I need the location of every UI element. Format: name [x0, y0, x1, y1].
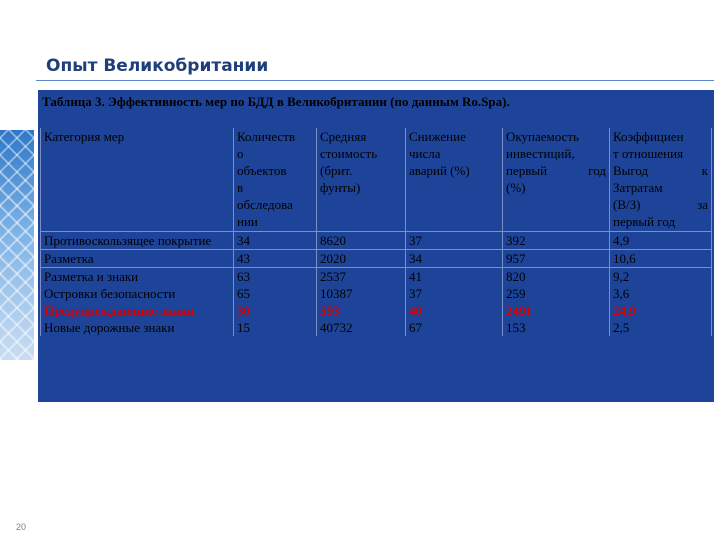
table-cell: 2,5 — [610, 319, 712, 336]
table-caption: Таблица 3. Эффективность мер по БДД в Великобритании (по данным Ro.Spa). — [42, 94, 510, 109]
efficiency-table — [40, 128, 712, 336]
header-line: Количеств — [237, 129, 296, 144]
header-line: нии — [237, 214, 258, 229]
table-row — [41, 285, 712, 302]
table-row — [41, 319, 712, 336]
table-cell: 43 — [234, 250, 317, 268]
header-line: объектов — [237, 163, 287, 178]
table-cell: 37 — [406, 285, 503, 302]
decorative-side-graphic — [0, 130, 34, 360]
table-cell: Разметка — [41, 250, 234, 268]
table-row — [41, 268, 712, 286]
header-line: Окупаемость — [506, 129, 579, 144]
header-line: числа — [409, 146, 441, 161]
table-cell: 40 — [406, 302, 503, 319]
header-line: в — [237, 180, 244, 195]
header-payback — [503, 128, 610, 232]
table-cell: 957 — [503, 250, 610, 268]
table-cell: 3,6 — [610, 285, 712, 302]
table-panel — [38, 90, 714, 402]
title-underline — [36, 80, 714, 81]
table-cell: 820 — [503, 268, 610, 286]
header-average-cost — [317, 128, 406, 232]
header-line: стоимость — [320, 146, 378, 161]
table-cell: 593 — [317, 302, 406, 319]
table-cell: 65 — [234, 285, 317, 302]
table-cell: Предупреждающие знаки — [41, 302, 234, 319]
header-line: Средняя — [320, 129, 367, 144]
table-cell: 9,2 — [610, 268, 712, 286]
table-cell: 10387 — [317, 285, 406, 302]
header-line: фунты) — [320, 180, 361, 195]
header-category — [41, 128, 234, 232]
table-cell: 15 — [234, 319, 317, 336]
table-cell: 63 — [234, 268, 317, 286]
table-cell: Противоскользящее покрытие — [41, 232, 234, 250]
table-cell: 34 — [234, 232, 317, 250]
table-cell: Новые дорожные знаки — [41, 319, 234, 336]
table-row-highlighted — [41, 302, 712, 319]
table-cell: 392 — [503, 232, 610, 250]
table-cell: 259 — [503, 285, 610, 302]
table-cell: Островки безопасности — [41, 285, 234, 302]
header-line: Коэффициен — [613, 129, 684, 144]
header-benefit-cost-ratio — [610, 128, 712, 232]
table-row — [41, 232, 712, 250]
header-line: первый год — [613, 214, 676, 229]
header-line: т отношения — [613, 146, 684, 161]
table-header-row — [41, 128, 712, 232]
table-row — [41, 250, 712, 268]
table-cell: 37 — [406, 232, 503, 250]
table-cell: 67 — [406, 319, 503, 336]
header-line: о — [237, 146, 244, 161]
header-line: первый год — [506, 163, 606, 178]
table-cell: 8620 — [317, 232, 406, 250]
header-line: (брит. — [320, 163, 353, 178]
header-line: Категория мер — [44, 129, 125, 144]
header-line: (В/З) за — [613, 197, 708, 212]
header-line: Снижение — [409, 129, 466, 144]
table-cell: 2537 — [317, 268, 406, 286]
table-cell: 30 — [234, 302, 317, 319]
table-cell: 40732 — [317, 319, 406, 336]
page-title: Опыт Великобритании — [46, 56, 269, 76]
header-accident-reduction — [406, 128, 503, 232]
header-line: Выгод к — [613, 163, 708, 178]
header-object-count — [234, 128, 317, 232]
header-line: инвестиций, — [506, 146, 575, 161]
table-cell: 2491 — [503, 302, 610, 319]
header-line: обследова — [237, 197, 293, 212]
table-cell: 2020 — [317, 250, 406, 268]
table-cell: 24,9 — [610, 302, 712, 319]
table-cell: 34 — [406, 250, 503, 268]
table-cell: 4,9 — [610, 232, 712, 250]
table-cell: 10,6 — [610, 250, 712, 268]
table-cell: Разметка и знаки — [41, 268, 234, 286]
table-cell: 41 — [406, 268, 503, 286]
header-line: аварий (%) — [409, 163, 470, 178]
header-line: (%) — [506, 180, 526, 195]
table-cell: 153 — [503, 319, 610, 336]
header-line: Затратам — [613, 180, 663, 195]
slide-number: 20 — [16, 522, 27, 532]
